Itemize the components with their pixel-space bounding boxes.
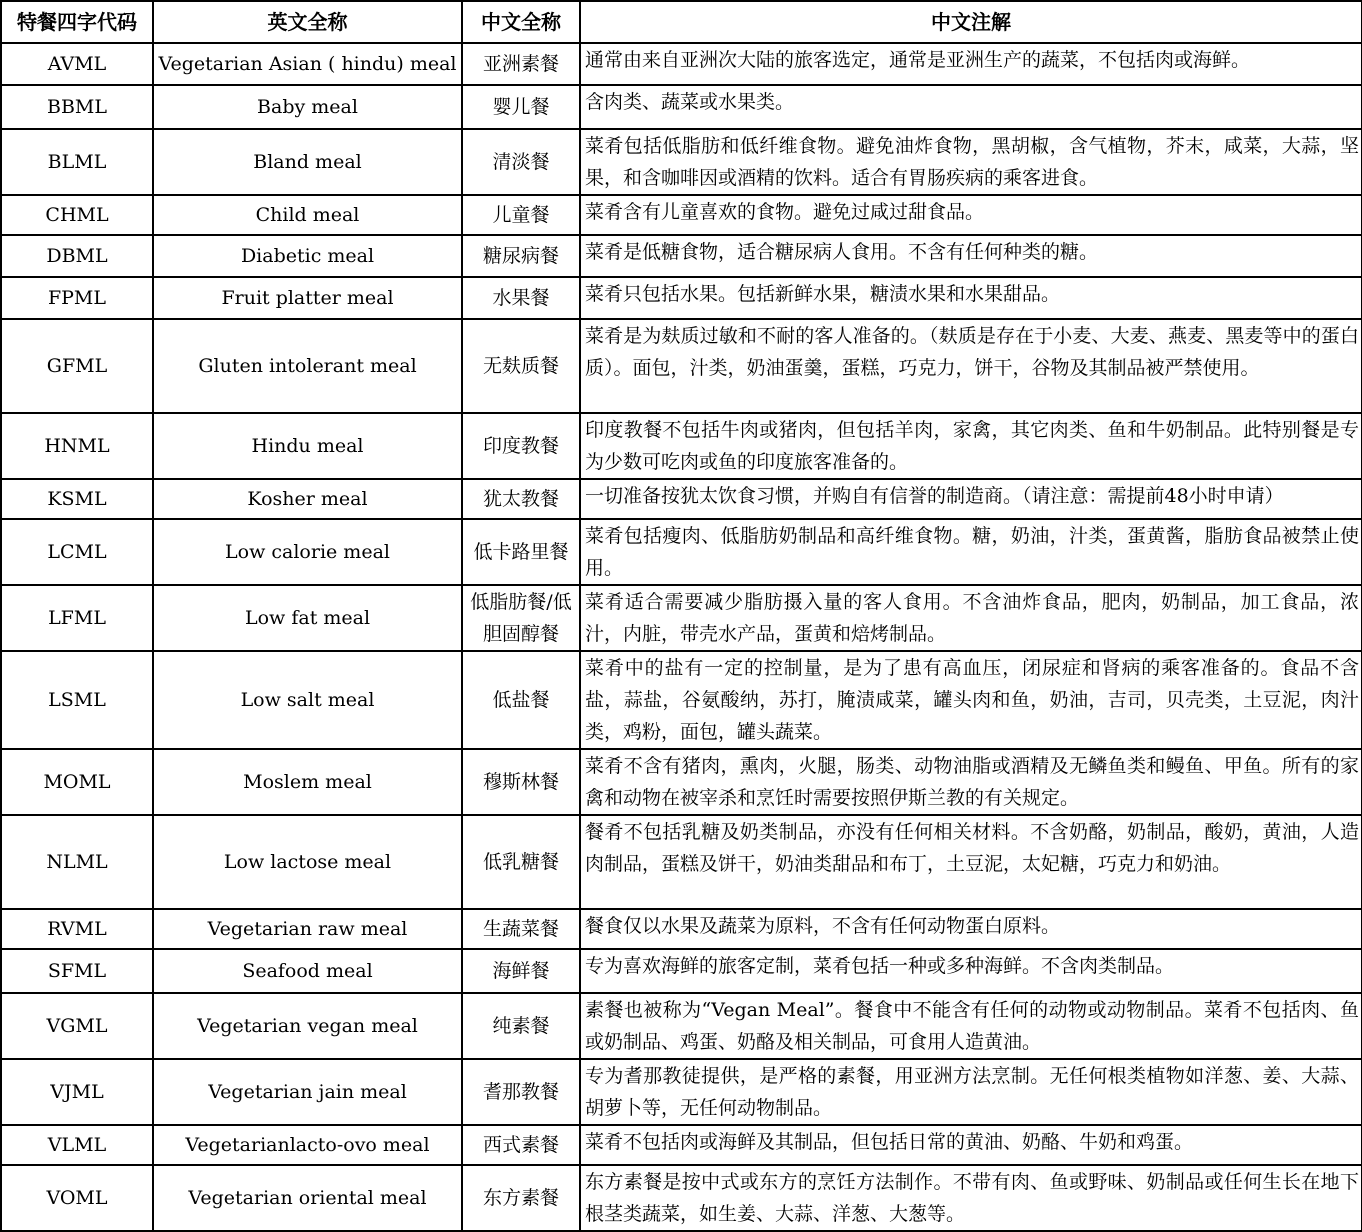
table-row	[1, 413, 1362, 479]
chinese-note: 专为耆那教徒提供，是严格的素餐，用亚洲方法烹制。无任何根类植物如洋葱、姜、大蒜、胡萝卜等，无任何动物制品。	[580, 1059, 1362, 1125]
table-row	[1, 235, 1362, 277]
table-row	[1, 909, 1362, 949]
table-row	[1, 85, 1362, 129]
table-row	[1, 319, 1362, 413]
meal-code: AVML	[1, 43, 153, 85]
chinese-name: 儿童餐	[462, 195, 580, 235]
english-name: Vegetarian jain meal	[153, 1059, 462, 1125]
chinese-note: 菜肴适合需要减少脂肪摄入量的客人食用。不含油炸食品，肥肉，奶制品，加工食品，浓汁，内脏，带壳水产品，蛋黄和焙烤制品。	[580, 585, 1362, 651]
english-name: Child meal	[153, 195, 462, 235]
meal-code: VJML	[1, 1059, 153, 1125]
chinese-note: 餐食仅以水果及蔬菜为原料，不含有任何动物蛋白原料。	[580, 909, 1362, 949]
chinese-name: 婴儿餐	[462, 85, 580, 129]
table-row	[1, 585, 1362, 651]
meal-code: VLML	[1, 1125, 153, 1165]
english-name: Kosher meal	[153, 479, 462, 519]
chinese-note: 专为喜欢海鲜的旅客定制，菜肴包括一种或多种海鲜。不含肉类制品。	[580, 949, 1362, 993]
table-row	[1, 195, 1362, 235]
table-row	[1, 1125, 1362, 1165]
english-name: Low lactose meal	[153, 815, 462, 909]
english-name: Hindu meal	[153, 413, 462, 479]
chinese-name: 糖尿病餐	[462, 235, 580, 277]
meal-code: LFML	[1, 585, 153, 651]
meal-code: FPML	[1, 277, 153, 319]
table-row	[1, 1059, 1362, 1125]
chinese-note: 菜肴不含有猪肉，熏肉，火腿，肠类、动物油脂或酒精及无鳞鱼类和鳗鱼、甲鱼。所有的家禽和动物在被宰杀和烹饪时需要按照伊斯兰教的有关规定。	[580, 749, 1362, 815]
header-chinese-note: 中文注解	[580, 1, 1362, 43]
chinese-name: 无麸质餐	[462, 319, 580, 413]
table-row	[1, 651, 1362, 749]
table-row	[1, 129, 1362, 195]
english-name: Fruit platter meal	[153, 277, 462, 319]
meal-code: BBML	[1, 85, 153, 129]
chinese-name: 穆斯林餐	[462, 749, 580, 815]
meal-code: BLML	[1, 129, 153, 195]
meal-code: NLML	[1, 815, 153, 909]
english-name: Bland meal	[153, 129, 462, 195]
chinese-note: 菜肴是为麸质过敏和不耐的客人准备的。（麸质是存在于小麦、大麦、燕麦、黑麦等中的蛋白质）。面包，汁类，奶油蛋羹，蛋糕，巧克力，饼干，谷物及其制品被严禁使用。	[580, 319, 1362, 413]
chinese-name: 水果餐	[462, 277, 580, 319]
meal-code: GFML	[1, 319, 153, 413]
chinese-note: 菜肴包括瘦肉、低脂肪奶制品和高纤维食物。糖，奶油，汁类，蛋黄酱，脂肪食品被禁止使用。	[580, 519, 1362, 585]
chinese-note: 东方素餐是按中式或东方的烹饪方法制作。不带有肉、鱼或野味、奶制品或任何生长在地下根茎类蔬菜，如生姜、大蒜、洋葱、大葱等。	[580, 1165, 1362, 1231]
english-name: Vegetarianlacto-ovo meal	[153, 1125, 462, 1165]
meal-code: MOML	[1, 749, 153, 815]
english-name: Vegetarian Asian ( hindu) meal	[153, 43, 462, 85]
english-name: Baby meal	[153, 85, 462, 129]
chinese-note: 菜肴中的盐有一定的控制量，是为了患有高血压，闭尿症和肾病的乘客准备的。食品不含盐，蒜盐，谷氨酸纳，苏打，腌渍咸菜，罐头肉和鱼，奶油，吉司，贝壳类，土豆泥，肉汁类，鸡粉，面包，罐头蔬菜。	[580, 651, 1362, 749]
meal-code: HNML	[1, 413, 153, 479]
chinese-note: 菜肴是低糖食物，适合糖尿病人食用。不含有任何种类的糖。	[580, 235, 1362, 277]
chinese-name: 清淡餐	[462, 129, 580, 195]
chinese-note: 素餐也被称为“Vegan Meal”。餐食中不能含有任何的动物或动物制品。菜肴不包括肉、鱼或奶制品、鸡蛋、奶酪及相关制品，可食用人造黄油。	[580, 993, 1362, 1059]
english-name: Vegetarian oriental meal	[153, 1165, 462, 1231]
chinese-note: 餐肴不包括乳糖及奶类制品，亦没有任何相关材料。不含奶酪，奶制品，酸奶，黄油，人造肉制品，蛋糕及饼干，奶油类甜品和布丁，土豆泥，太妃糖，巧克力和奶油。	[580, 815, 1362, 909]
english-name: Vegetarian vegan meal	[153, 993, 462, 1059]
chinese-name: 低卡路里餐	[462, 519, 580, 585]
english-name: Moslem meal	[153, 749, 462, 815]
table-row	[1, 519, 1362, 585]
chinese-note: 菜肴含有儿童喜欢的食物。避免过咸过甜食品。	[580, 195, 1362, 235]
chinese-name: 犹太教餐	[462, 479, 580, 519]
english-name: Seafood meal	[153, 949, 462, 993]
meal-code: LSML	[1, 651, 153, 749]
english-name: Gluten intolerant meal	[153, 319, 462, 413]
meal-code: CHML	[1, 195, 153, 235]
english-name: Low fat meal	[153, 585, 462, 651]
table-row	[1, 1165, 1362, 1231]
meal-code: LCML	[1, 519, 153, 585]
chinese-name: 耆那教餐	[462, 1059, 580, 1125]
chinese-name: 低乳糖餐	[462, 815, 580, 909]
chinese-name: 印度教餐	[462, 413, 580, 479]
chinese-note: 通常由来自亚洲次大陆的旅客选定，通常是亚洲生产的蔬菜，不包括肉或海鲜。	[580, 43, 1362, 85]
header-english-name: 英文全称	[153, 1, 462, 43]
chinese-name: 西式素餐	[462, 1125, 580, 1165]
english-name: Vegetarian raw meal	[153, 909, 462, 949]
meal-code: VGML	[1, 993, 153, 1059]
table-row	[1, 479, 1362, 519]
meal-code: RVML	[1, 909, 153, 949]
header-code: 特餐四字代码	[1, 1, 153, 43]
chinese-name: 亚洲素餐	[462, 43, 580, 85]
chinese-note: 含肉类、蔬菜或水果类。	[580, 85, 1362, 129]
header-row	[1, 1, 1362, 43]
table-row	[1, 815, 1362, 909]
chinese-note: 菜肴只包括水果。包括新鲜水果，糖渍水果和水果甜品。	[580, 277, 1362, 319]
chinese-note: 菜肴包括低脂肪和低纤维食物。避免油炸食物，黑胡椒，含气植物，芥末，咸菜，大蒜，坚果，和含咖啡因或酒精的饮料。适合有胃肠疾病的乘客进食。	[580, 129, 1362, 195]
chinese-note: 印度教餐不包括牛肉或猪肉，但包括羊肉，家禽，其它肉类、鱼和牛奶制品。此特别餐是专为少数可吃肉或鱼的印度旅客准备的。	[580, 413, 1362, 479]
chinese-name: 海鲜餐	[462, 949, 580, 993]
table-row	[1, 749, 1362, 815]
table-row	[1, 43, 1362, 85]
table-row	[1, 993, 1362, 1059]
chinese-note: 一切准备按犹太饮食习惯，并购自有信誉的制造商。（请注意：需提前48小时申请）	[580, 479, 1362, 519]
english-name: Low salt meal	[153, 651, 462, 749]
meal-code: DBML	[1, 235, 153, 277]
meal-code: SFML	[1, 949, 153, 993]
table-row	[1, 277, 1362, 319]
meal-code: KSML	[1, 479, 153, 519]
chinese-name: 低盐餐	[462, 651, 580, 749]
chinese-name: 低脂肪餐/低胆固醇餐	[462, 585, 580, 651]
table-row	[1, 949, 1362, 993]
chinese-name: 生蔬菜餐	[462, 909, 580, 949]
english-name: Diabetic meal	[153, 235, 462, 277]
english-name: Low calorie meal	[153, 519, 462, 585]
meal-code: VOML	[1, 1165, 153, 1231]
chinese-name: 纯素餐	[462, 993, 580, 1059]
chinese-name: 东方素餐	[462, 1165, 580, 1231]
chinese-note: 菜肴不包括肉或海鲜及其制品，但包括日常的黄油、奶酪、牛奶和鸡蛋。	[580, 1125, 1362, 1165]
header-chinese-name: 中文全称	[462, 1, 580, 43]
